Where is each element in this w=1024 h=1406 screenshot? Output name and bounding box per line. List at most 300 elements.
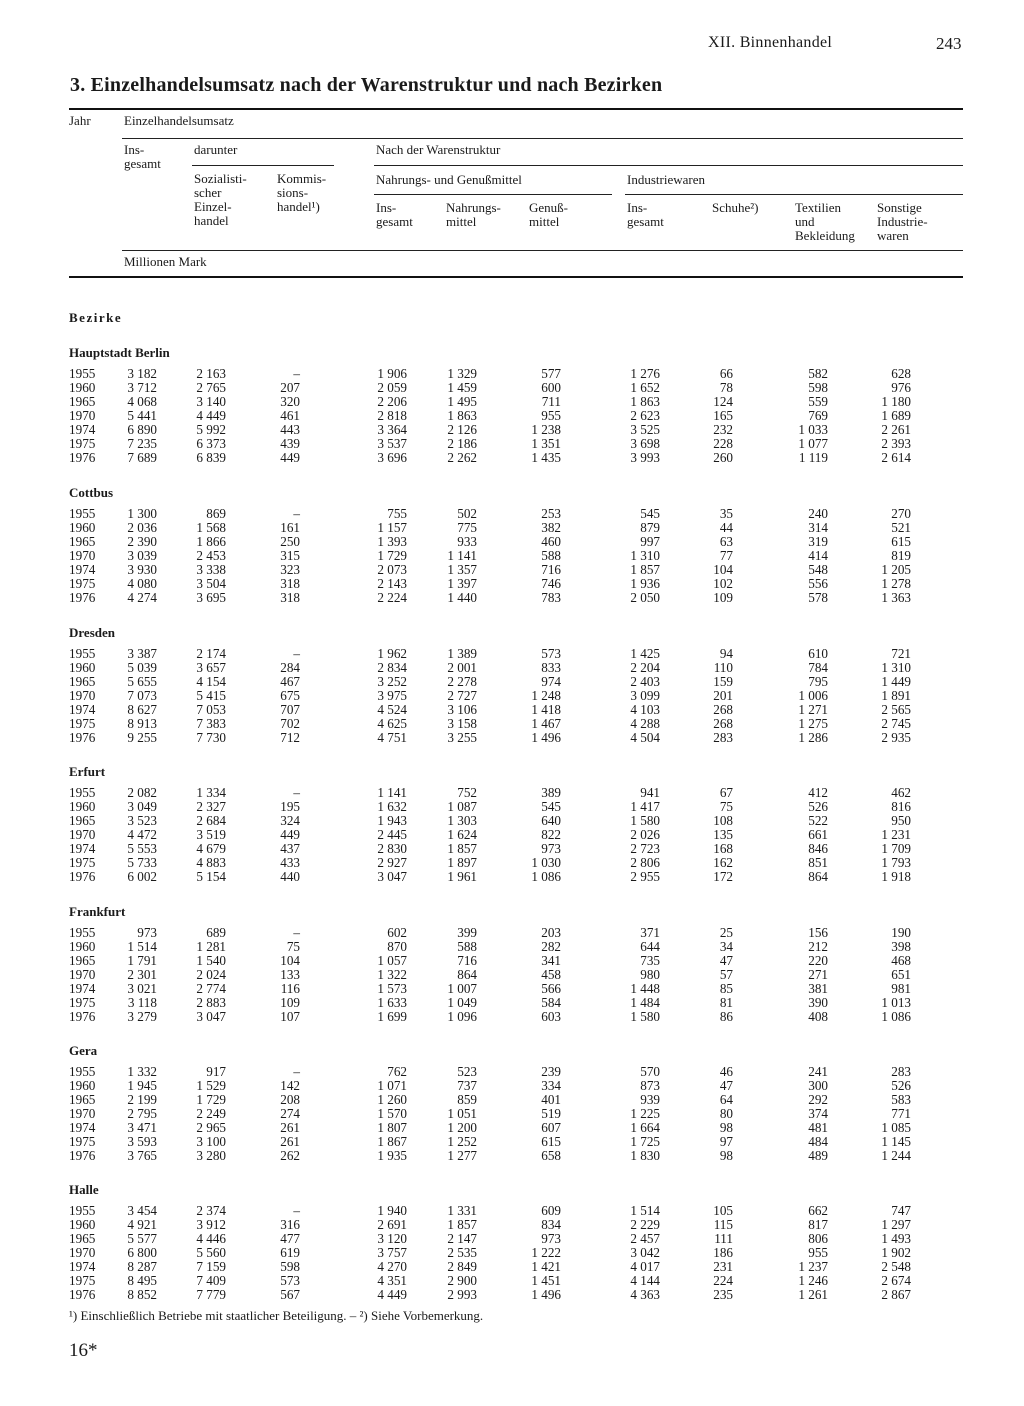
cell-kommission: 437 <box>280 841 300 856</box>
cell-ng-insgesamt: 4 625 <box>377 716 407 731</box>
cell-ng-insgesamt: 762 <box>387 1064 407 1079</box>
cell-sozialistisch: 3 280 <box>196 1148 226 1163</box>
cell-sozialistisch: 4 883 <box>196 855 226 870</box>
cell-jahr: 1970 <box>69 967 96 982</box>
cell-textilien: 559 <box>808 394 828 409</box>
table-row <box>0 926 1024 940</box>
cell-schuhe: 34 <box>719 939 733 954</box>
cell-iw-insgesamt: 1 484 <box>630 995 660 1010</box>
cell-sonstige: 1 891 <box>881 688 911 703</box>
cell-genussmittel: 600 <box>541 380 561 395</box>
cell-sonstige: 1 689 <box>881 408 911 423</box>
cell-ng-insgesamt: 4 449 <box>377 1287 407 1302</box>
cell-genussmittel: 716 <box>541 562 561 577</box>
cell-textilien: 769 <box>808 408 828 423</box>
cell-ng-insgesamt: 2 691 <box>377 1217 407 1232</box>
cell-kommission: 598 <box>280 1259 300 1274</box>
section-heading: Halle <box>69 1182 99 1197</box>
cell-textilien: 240 <box>808 506 828 521</box>
cell-iw-insgesamt: 2 403 <box>630 674 660 689</box>
cell-insgesamt: 5 733 <box>127 855 157 870</box>
cell-kommission: 439 <box>280 436 300 451</box>
cell-schuhe: 67 <box>719 785 733 800</box>
cell-insgesamt: 5 655 <box>127 674 157 689</box>
cell-iw-insgesamt: 1 580 <box>630 813 660 828</box>
cell-insgesamt: 3 930 <box>127 562 157 577</box>
cell-jahr: 1970 <box>69 688 96 703</box>
cell-ng-insgesamt: 2 834 <box>377 660 407 675</box>
cell-genussmittel: 974 <box>541 674 561 689</box>
header-rule-darunter <box>192 165 334 166</box>
cell-jahr: 1955 <box>69 506 96 521</box>
cell-iw-insgesamt: 3 525 <box>630 422 660 437</box>
cell-kommission: 161 <box>280 520 300 535</box>
cell-iw-insgesamt: 1 857 <box>630 562 660 577</box>
cell-ng-insgesamt: 1 906 <box>377 366 407 381</box>
cell-genussmittel: 609 <box>541 1203 561 1218</box>
cell-sozialistisch: 917 <box>206 1064 226 1079</box>
cell-nahrungsmittel: 1 961 <box>447 869 477 884</box>
cell-genussmittel: 1 030 <box>531 855 561 870</box>
cell-nahrungsmittel: 1 051 <box>447 1106 477 1121</box>
cell-sonstige: 521 <box>891 520 911 535</box>
table-row <box>0 968 1024 982</box>
cell-sonstige: 1 918 <box>881 869 911 884</box>
cell-ng-insgesamt: 3 696 <box>377 450 407 465</box>
cell-schuhe: 109 <box>713 590 733 605</box>
header-rule-3 <box>122 250 963 251</box>
cell-ng-insgesamt: 4 270 <box>377 1259 407 1274</box>
table-row <box>0 661 1024 675</box>
cell-nahrungsmittel: 1 397 <box>447 576 477 591</box>
cell-sonstige: 1 278 <box>881 576 911 591</box>
cell-sonstige: 1 793 <box>881 855 911 870</box>
cell-schuhe: 268 <box>713 702 733 717</box>
cell-genussmittel: 1 086 <box>531 869 561 884</box>
page-number: 243 <box>936 34 962 53</box>
cell-insgesamt: 3 039 <box>127 548 157 563</box>
cell-kommission: 567 <box>280 1287 300 1302</box>
cell-sozialistisch: 7 730 <box>196 730 226 745</box>
cell-sonstige: 583 <box>891 1092 911 1107</box>
cell-sozialistisch: 3 695 <box>196 590 226 605</box>
cell-textilien: 412 <box>808 785 828 800</box>
cell-textilien: 408 <box>808 1009 828 1024</box>
cell-sozialistisch: 5 992 <box>196 422 226 437</box>
cell-insgesamt: 1 945 <box>127 1078 157 1093</box>
cell-jahr: 1974 <box>69 422 96 437</box>
cell-insgesamt: 5 039 <box>127 660 157 675</box>
header-top-rule <box>69 108 963 110</box>
cell-ng-insgesamt: 1 935 <box>377 1148 407 1163</box>
signature-mark: 16* <box>69 1340 98 1361</box>
cell-iw-insgesamt: 2 229 <box>630 1217 660 1232</box>
cell-insgesamt: 9 255 <box>127 730 157 745</box>
cell-sozialistisch: 2 174 <box>196 646 226 661</box>
cell-schuhe: 105 <box>713 1203 733 1218</box>
cell-genussmittel: 1 421 <box>531 1259 561 1274</box>
cell-ng-insgesamt: 2 206 <box>377 394 407 409</box>
cell-nahrungsmittel: 775 <box>457 520 477 535</box>
cell-schuhe: 108 <box>713 813 733 828</box>
cell-textilien: 489 <box>808 1148 828 1163</box>
cell-genussmittel: 1 222 <box>531 1245 561 1260</box>
table-row <box>0 577 1024 591</box>
cell-textilien: 1 261 <box>798 1287 828 1302</box>
cell-jahr: 1974 <box>69 841 96 856</box>
cell-schuhe: 162 <box>713 855 733 870</box>
cell-iw-insgesamt: 735 <box>640 953 660 968</box>
cell-iw-insgesamt: 980 <box>640 967 660 982</box>
cell-kommission: – <box>293 925 300 940</box>
cell-sozialistisch: 2 024 <box>196 967 226 982</box>
col-iw-insgesamt: Ins- gesamt <box>627 200 664 229</box>
cell-ng-insgesamt: 1 393 <box>377 534 407 549</box>
cell-insgesamt: 3 118 <box>127 995 157 1010</box>
cell-nahrungsmittel: 1 277 <box>447 1148 477 1163</box>
cell-textilien: 314 <box>808 520 828 535</box>
table-row <box>0 507 1024 521</box>
cell-textilien: 522 <box>808 813 828 828</box>
cell-schuhe: 110 <box>713 660 733 675</box>
cell-jahr: 1965 <box>69 953 96 968</box>
cell-sonstige: 981 <box>891 981 911 996</box>
cell-jahr: 1976 <box>69 590 96 605</box>
cell-jahr: 1975 <box>69 1273 96 1288</box>
cell-genussmittel: 1 496 <box>531 730 561 745</box>
table-row <box>0 828 1024 842</box>
footnote: ¹) Einschließlich Betriebe mit staatlicher Beteiligung. – ²) Siehe Vorbemerkung. <box>69 1308 484 1323</box>
cell-nahrungsmittel: 1 303 <box>447 813 477 828</box>
cell-nahrungsmittel: 752 <box>457 785 477 800</box>
cell-kommission: 208 <box>280 1092 300 1107</box>
cell-iw-insgesamt: 2 806 <box>630 855 660 870</box>
cell-genussmittel: 389 <box>541 785 561 800</box>
cell-kommission: 261 <box>280 1120 300 1135</box>
cell-sozialistisch: 3 338 <box>196 562 226 577</box>
cell-jahr: 1970 <box>69 548 96 563</box>
cell-kommission: 116 <box>280 981 300 996</box>
cell-sonstige: 283 <box>891 1064 911 1079</box>
cell-sozialistisch: 3 519 <box>196 827 226 842</box>
table-row <box>0 395 1024 409</box>
table-row <box>0 800 1024 814</box>
cell-sonstige: 190 <box>891 925 911 940</box>
cell-ng-insgesamt: 3 975 <box>377 688 407 703</box>
cell-kommission: 261 <box>280 1134 300 1149</box>
cell-sozialistisch: 2 374 <box>196 1203 226 1218</box>
cell-ng-insgesamt: 602 <box>387 925 407 940</box>
cell-sonstige: 628 <box>891 366 911 381</box>
table-row <box>0 1065 1024 1079</box>
cell-sozialistisch: 4 154 <box>196 674 226 689</box>
cell-insgesamt: 3 021 <box>127 981 157 996</box>
cell-sozialistisch: 2 453 <box>196 548 226 563</box>
cell-insgesamt: 7 235 <box>127 436 157 451</box>
cell-kommission: 250 <box>280 534 300 549</box>
cell-schuhe: 66 <box>719 366 733 381</box>
cell-schuhe: 25 <box>719 925 733 940</box>
cell-textilien: 1 275 <box>798 716 828 731</box>
cell-ng-insgesamt: 1 322 <box>377 967 407 982</box>
cell-sozialistisch: 4 446 <box>196 1231 226 1246</box>
section-heading: Gera <box>69 1043 98 1058</box>
cell-kommission: 142 <box>280 1078 300 1093</box>
cell-ng-insgesamt: 2 224 <box>377 590 407 605</box>
table-title: 3. Einzelhandelsumsatz nach der Warenstruktur und nach Bezirken <box>70 74 663 96</box>
cell-ng-insgesamt: 3 757 <box>377 1245 407 1260</box>
cell-textilien: 1 033 <box>798 422 828 437</box>
cell-schuhe: 201 <box>713 688 733 703</box>
table-row <box>0 856 1024 870</box>
cell-kommission: 449 <box>280 827 300 842</box>
cell-schuhe: 135 <box>713 827 733 842</box>
section-heading: Cottbus <box>69 485 114 500</box>
cell-nahrungsmittel: 588 <box>457 939 477 954</box>
cell-insgesamt: 8 913 <box>127 716 157 731</box>
cell-genussmittel: 573 <box>541 646 561 661</box>
cell-sonstige: 1 493 <box>881 1231 911 1246</box>
cell-sonstige: 615 <box>891 534 911 549</box>
cell-genussmittel: 577 <box>541 366 561 381</box>
cell-schuhe: 235 <box>713 1287 733 1302</box>
cell-ng-insgesamt: 2 059 <box>377 380 407 395</box>
cell-sonstige: 1 902 <box>881 1245 911 1260</box>
table-row <box>0 451 1024 465</box>
cell-ng-insgesamt: 2 818 <box>377 408 407 423</box>
cell-insgesamt: 2 795 <box>127 1106 157 1121</box>
cell-jahr: 1976 <box>69 730 96 745</box>
cell-schuhe: 44 <box>719 520 733 535</box>
cell-ng-insgesamt: 1 962 <box>377 646 407 661</box>
cell-textilien: 864 <box>808 869 828 884</box>
col-jahr: Jahr <box>69 113 91 128</box>
cell-sozialistisch: 4 679 <box>196 841 226 856</box>
cell-textilien: 1 237 <box>798 1259 828 1274</box>
cell-iw-insgesamt: 4 288 <box>630 716 660 731</box>
cell-ng-insgesamt: 1 570 <box>377 1106 407 1121</box>
cell-sonstige: 1 013 <box>881 995 911 1010</box>
cell-schuhe: 232 <box>713 422 733 437</box>
cell-iw-insgesamt: 4 363 <box>630 1287 660 1302</box>
cell-sozialistisch: 7 159 <box>196 1259 226 1274</box>
cell-textilien: 548 <box>808 562 828 577</box>
cell-nahrungsmittel: 1 624 <box>447 827 477 842</box>
cell-insgesamt: 4 274 <box>127 590 157 605</box>
cell-jahr: 1970 <box>69 408 96 423</box>
cell-textilien: 156 <box>808 925 828 940</box>
cell-jahr: 1976 <box>69 1287 96 1302</box>
cell-iw-insgesamt: 3 042 <box>630 1245 660 1260</box>
cell-nahrungsmittel: 716 <box>457 953 477 968</box>
cell-iw-insgesamt: 941 <box>640 785 660 800</box>
cell-jahr: 1975 <box>69 995 96 1010</box>
cell-schuhe: 124 <box>713 394 733 409</box>
cell-insgesamt: 4 080 <box>127 576 157 591</box>
cell-textilien: 212 <box>808 939 828 954</box>
table-row <box>0 423 1024 437</box>
cell-nahrungsmittel: 1 459 <box>447 380 477 395</box>
cell-schuhe: 159 <box>713 674 733 689</box>
cell-ng-insgesamt: 4 751 <box>377 730 407 745</box>
cell-schuhe: 47 <box>719 953 733 968</box>
cell-schuhe: 94 <box>719 646 733 661</box>
cell-sozialistisch: 7 779 <box>196 1287 226 1302</box>
cell-jahr: 1974 <box>69 981 96 996</box>
cell-nahrungsmittel: 1 495 <box>447 394 477 409</box>
cell-sonstige: 2 745 <box>881 716 911 731</box>
cell-schuhe: 260 <box>713 450 733 465</box>
table-row <box>0 940 1024 954</box>
cell-iw-insgesamt: 879 <box>640 520 660 535</box>
cell-textilien: 374 <box>808 1106 828 1121</box>
cell-insgesamt: 1 332 <box>127 1064 157 1079</box>
table-row <box>0 437 1024 451</box>
cell-ng-insgesamt: 3 120 <box>377 1231 407 1246</box>
cell-sozialistisch: 3 912 <box>196 1217 226 1232</box>
cell-nahrungsmittel: 2 849 <box>447 1259 477 1274</box>
cell-genussmittel: 1 248 <box>531 688 561 703</box>
cell-sozialistisch: 1 729 <box>196 1092 226 1107</box>
cell-jahr: 1976 <box>69 1009 96 1024</box>
cell-schuhe: 231 <box>713 1259 733 1274</box>
cell-nahrungsmittel: 523 <box>457 1064 477 1079</box>
cell-kommission: 702 <box>280 716 300 731</box>
cell-sozialistisch: 2 327 <box>196 799 226 814</box>
col-ng-insgesamt: Ins- gesamt <box>376 200 413 229</box>
cell-ng-insgesamt: 4 524 <box>377 702 407 717</box>
cell-insgesamt: 3 765 <box>127 1148 157 1163</box>
cell-kommission: 675 <box>280 688 300 703</box>
cell-iw-insgesamt: 997 <box>640 534 660 549</box>
table-row <box>0 563 1024 577</box>
cell-kommission: 274 <box>280 1106 300 1121</box>
table-row <box>0 521 1024 535</box>
cell-nahrungsmittel: 1 200 <box>447 1120 477 1135</box>
cell-sonstige: 1 205 <box>881 562 911 577</box>
cell-insgesamt: 5 553 <box>127 841 157 856</box>
cell-genussmittel: 545 <box>541 799 561 814</box>
cell-sonstige: 1 297 <box>881 1217 911 1232</box>
cell-sonstige: 526 <box>891 1078 911 1093</box>
cell-kommission: 433 <box>280 855 300 870</box>
cell-sonstige: 2 565 <box>881 702 911 717</box>
cell-sozialistisch: 7 053 <box>196 702 226 717</box>
cell-jahr: 1965 <box>69 1092 96 1107</box>
cell-textilien: 1 006 <box>798 688 828 703</box>
cell-jahr: 1955 <box>69 925 96 940</box>
cell-kommission: – <box>293 785 300 800</box>
cell-sozialistisch: 869 <box>206 506 226 521</box>
cell-textilien: 381 <box>808 981 828 996</box>
table-row <box>0 870 1024 884</box>
cell-insgesamt: 4 472 <box>127 827 157 842</box>
cell-genussmittel: 607 <box>541 1120 561 1135</box>
cell-textilien: 582 <box>808 366 828 381</box>
cell-schuhe: 57 <box>719 967 733 982</box>
cell-jahr: 1976 <box>69 869 96 884</box>
cell-schuhe: 283 <box>713 730 733 745</box>
cell-sozialistisch: 5 154 <box>196 869 226 884</box>
cell-sonstige: 1 180 <box>881 394 911 409</box>
table-row <box>0 1121 1024 1135</box>
cell-jahr: 1965 <box>69 534 96 549</box>
cell-iw-insgesamt: 2 955 <box>630 869 660 884</box>
cell-kommission: 75 <box>286 939 300 954</box>
cell-textilien: 598 <box>808 380 828 395</box>
cell-ng-insgesamt: 870 <box>387 939 407 954</box>
header-rule-iw <box>625 194 963 195</box>
cell-genussmittel: 1 351 <box>531 436 561 451</box>
cell-textilien: 662 <box>808 1203 828 1218</box>
cell-schuhe: 64 <box>719 1092 733 1107</box>
cell-insgesamt: 3 593 <box>127 1134 157 1149</box>
table-row <box>0 1218 1024 1232</box>
cell-kommission: – <box>293 646 300 661</box>
table-row <box>0 367 1024 381</box>
cell-jahr: 1965 <box>69 1231 96 1246</box>
cell-insgesamt: 7 689 <box>127 450 157 465</box>
section-heading: Hauptstadt Berlin <box>69 345 170 360</box>
cell-iw-insgesamt: 2 204 <box>630 660 660 675</box>
cell-sozialistisch: 1 529 <box>196 1078 226 1093</box>
cell-genussmittel: 833 <box>541 660 561 675</box>
cell-jahr: 1965 <box>69 394 96 409</box>
table-row <box>0 591 1024 605</box>
table-row <box>0 1107 1024 1121</box>
cell-sonstige: 1 310 <box>881 660 911 675</box>
cell-ng-insgesamt: 1 071 <box>377 1078 407 1093</box>
cell-ng-insgesamt: 3 252 <box>377 674 407 689</box>
cell-nahrungsmittel: 1 389 <box>447 646 477 661</box>
cell-ng-insgesamt: 1 807 <box>377 1120 407 1135</box>
cell-schuhe: 85 <box>719 981 733 996</box>
cell-kommission: 443 <box>280 422 300 437</box>
cell-ng-insgesamt: 1 940 <box>377 1203 407 1218</box>
cell-nahrungsmittel: 737 <box>457 1078 477 1093</box>
cell-iw-insgesamt: 4 103 <box>630 702 660 717</box>
cell-sonstige: 1 709 <box>881 841 911 856</box>
cell-iw-insgesamt: 1 310 <box>630 548 660 563</box>
cell-nahrungsmittel: 1 897 <box>447 855 477 870</box>
cell-jahr: 1974 <box>69 1259 96 1274</box>
cell-ng-insgesamt: 1 057 <box>377 953 407 968</box>
cell-insgesamt: 5 577 <box>127 1231 157 1246</box>
cell-nahrungsmittel: 3 158 <box>447 716 477 731</box>
cell-iw-insgesamt: 2 723 <box>630 841 660 856</box>
cell-kommission: 323 <box>280 562 300 577</box>
cell-nahrungsmittel: 2 727 <box>447 688 477 703</box>
cell-kommission: 262 <box>280 1148 300 1163</box>
col-genussmittel: Genuß- mittel <box>529 200 568 229</box>
cell-schuhe: 224 <box>713 1273 733 1288</box>
cell-iw-insgesamt: 644 <box>640 939 660 954</box>
table-row <box>0 689 1024 703</box>
cell-ng-insgesamt: 2 143 <box>377 576 407 591</box>
bezirke-heading: Bezirke <box>69 310 123 325</box>
col-kommission: Kommis- sions- handel¹) <box>277 171 327 214</box>
cell-textilien: 390 <box>808 995 828 1010</box>
cell-genussmittel: 1 496 <box>531 1287 561 1302</box>
cell-sonstige: 747 <box>891 1203 911 1218</box>
cell-sozialistisch: 3 657 <box>196 660 226 675</box>
cell-textilien: 556 <box>808 576 828 591</box>
cell-insgesamt: 8 495 <box>127 1273 157 1288</box>
section-heading: Erfurt <box>69 764 106 779</box>
cell-nahrungsmittel: 399 <box>457 925 477 940</box>
cell-ng-insgesamt: 1 141 <box>377 785 407 800</box>
table-row <box>0 1232 1024 1246</box>
